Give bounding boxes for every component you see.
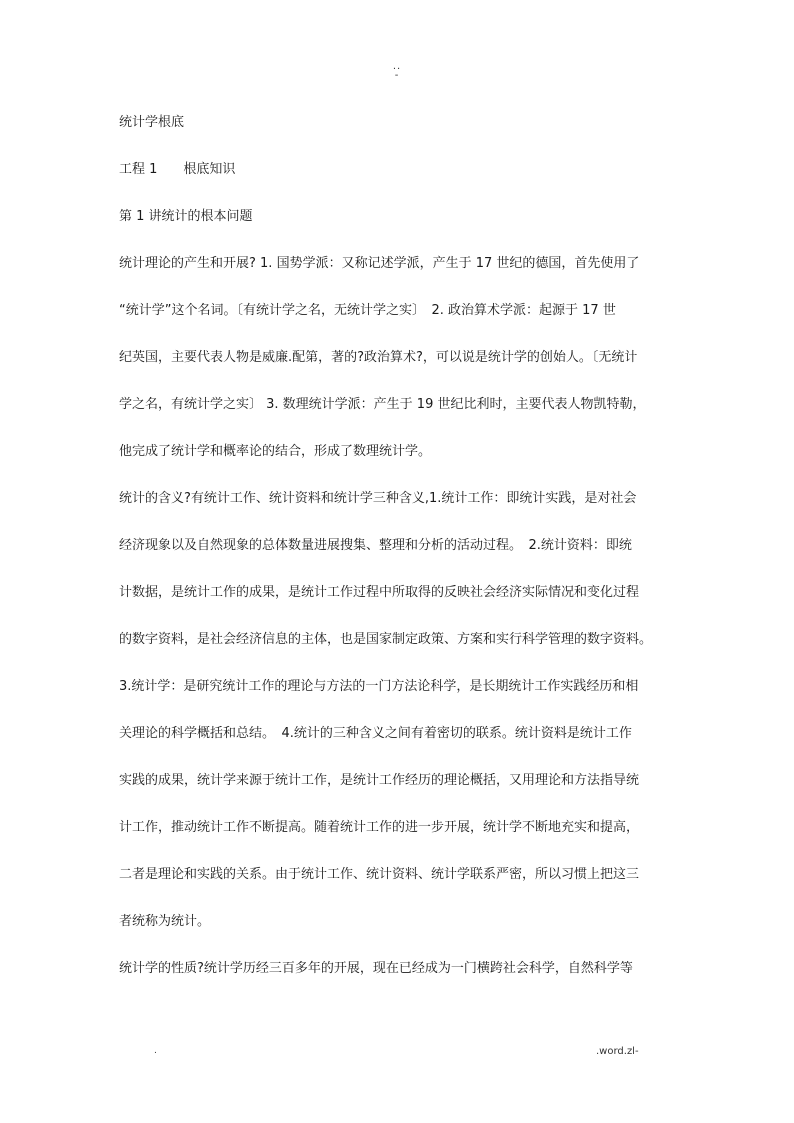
text-line: 3.统计学：是研究统计工作的理论与方法的一门方法论科学，是长期统计工作实践经历和相 [119, 679, 639, 694]
page-header [0, 62, 794, 80]
text-line: 二者是理论和实践的关系。由于统计工作、统计资料、统计学联系严密，所以习惯上把这三 [119, 867, 640, 882]
text-line: 者统称为统计。 [119, 914, 211, 929]
text-line: 统计理论的产生和开展? 1. 国势学派：又称记述学派，产生于 17 世纪的德国，首先使用了 [119, 256, 640, 271]
text-line: 他完成了统计学和概率论的结合，形成了数理统计学。 [119, 444, 432, 459]
text-line: 计数据，是统计工作的成果，是统计工作过程中所取得的反映社会经济实际情况和变化过程 [119, 585, 640, 600]
text-line: 学之名，有统计学之实〕 3. 数理统计学派：产生于 19 世纪比利时，主要代表人物凯特勒， [119, 397, 646, 412]
footer-right-mark: .word.zl- [596, 1046, 639, 1057]
text-line: 统计的含义?有统计工作、统计资料和统计学三种含义,1.统计工作：即统计实践，是对社会 [119, 491, 637, 506]
text-line: 经济现象以及自然现象的总体数量进展搜集、整理和分析的活动过程。 2.统计资料：即统 [119, 538, 632, 553]
text-line: “统计学”这个名词。〔有统计学之名，无统计学之实〕 2. 政治算术学派：起源于 17 世 [119, 303, 616, 318]
project-heading: 工程 1 根底知识 [119, 162, 236, 177]
lecture-heading: 第 1 讲统计的根本问题 [119, 209, 253, 224]
document-body [119, 112, 679, 1005]
text-line: 纪英国，主要代表人物是威廉.配第，著的?政治算术?，可以说是统计学的创始人。〔无统计 [119, 350, 638, 365]
text-line: 计工作，推动统计工作不断提高。随着统计工作的进一步开展，统计学不断地充实和提高， [119, 820, 640, 835]
text-line: 关理论的科学概括和总结。 4.统计的三种含义之间有着密切的联系。统计资料是统计工作 [119, 726, 632, 741]
footer-left-mark: . [154, 1046, 157, 1056]
text-line: 实践的成果，统计学来源于统计工作，是统计工作经历的理论概括，又用理论和方法指导统 [119, 773, 640, 788]
document-title: 统计学根底 [119, 115, 185, 130]
text-line: 的数字资料，是社会经济信息的主体，也是国家制定政策、方案和实行科学管理的数字资料。 [119, 632, 653, 647]
header-dots: .. [392, 61, 402, 72]
text-line: 统计学的性质?统计学历经三百多年的开展，现在已经成为一门横跨社会科学，自然科学等 [119, 961, 633, 976]
header-dash: - [394, 70, 400, 81]
